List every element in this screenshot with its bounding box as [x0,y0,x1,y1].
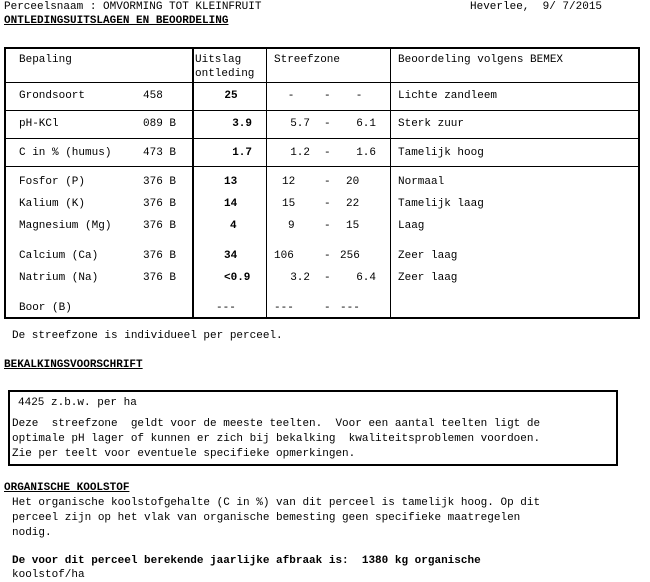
streefzone-note: De streefzone is individueel per perceel. [12,330,283,342]
row-range-hi: --- [340,302,360,314]
row-verdict: Tamelijk hoog [398,147,484,159]
row-range-lo: 12 [282,176,296,188]
bekalking-box [8,390,618,466]
row-range-dash: - [324,302,331,314]
row-verdict: Sterk zuur [398,118,465,130]
row-range-dash: - [324,118,331,130]
row-code: 376 B [143,220,177,232]
row-code: 089 B [143,118,177,130]
page-title: ONTLEDINGSUITSLAGEN EN BEOORDELING [4,15,229,27]
header-uitslag-2: ontleding [195,68,255,80]
table-rule [6,110,638,111]
afbraak-line-2: koolstof/ha [12,569,85,581]
bekalking-line: Zie per teelt voor eventuele specifieke opmerkingen. [12,448,356,460]
row-value: 1.7 [232,147,252,159]
table-divider [192,49,194,317]
koolstof-line: perceel zijn op het vlak van organische bemesting geen specifieke maatregelen [12,512,521,524]
row-range-hi: 6.4 [356,272,376,284]
row-range-hi: 22 [346,198,360,210]
row-range-lo: 5.7 [290,118,310,130]
row-range-dash: - [324,220,331,232]
row-range-dash: - [324,147,331,159]
row-verdict: Tamelijk laag [398,198,484,210]
table-rule [6,138,638,139]
row-code: 376 B [143,250,177,262]
row-range-hi: 256 [340,250,360,262]
row-name: Natrium (Na) [19,272,99,284]
row-code: 376 B [143,198,177,210]
header-beoordeling: Beoordeling volgens BEMEX [398,54,564,66]
table-divider [266,49,267,317]
row-name: Grondsoort [19,90,86,102]
place-date: Heverlee, 9/ 7/2015 [470,1,603,13]
row-verdict: Zeer laag [398,250,458,262]
row-range-dash: - [324,90,331,102]
row-name: Boor (B) [19,302,72,314]
perceelsnaam: Perceelsnaam : OMVORMING TOT KLEINFRUIT [4,1,262,13]
row-value: --- [216,302,236,314]
row-range-hi: 20 [346,176,360,188]
row-range-dash: - [324,198,331,210]
row-value: 14 [224,198,238,210]
header-streefzone: Streefzone [274,54,341,66]
row-name: pH-KCl [19,118,59,130]
row-value: 13 [224,176,238,188]
row-range-hi: 1.6 [356,147,376,159]
row-range-lo: 3.2 [290,272,310,284]
row-range-dash: - [324,176,331,188]
row-verdict: Zeer laag [398,272,458,284]
row-name: Kalium (K) [19,198,86,210]
bekalking-title: BEKALKINGSVOORSCHRIFT [4,359,143,371]
row-name: Magnesium (Mg) [19,220,112,232]
row-verdict: Lichte zandleem [398,90,498,102]
row-value: 34 [224,250,238,262]
row-range-hi: - [355,90,363,102]
row-name: Calcium (Ca) [19,250,99,262]
row-code: 473 B [143,147,177,159]
row-range-lo: 106 [274,250,294,262]
bekalking-line: Deze streefzone geldt voor de meeste teelten. Voor een aantal teelten ligt de [12,418,541,430]
table-rule [6,166,638,167]
row-range-hi: 15 [346,220,360,232]
row-range-lo: - [287,90,295,102]
row-range-lo: 1.2 [290,147,310,159]
row-range-dash: - [324,272,331,284]
row-code: 458 [143,90,163,102]
row-value: 25 [224,90,238,102]
row-range-lo: 15 [282,198,296,210]
row-value: <0.9 [224,272,251,284]
bekalking-amount: 4425 z.b.w. per ha [18,397,137,409]
row-code: 376 B [143,176,177,188]
row-range-hi: 6.1 [356,118,376,130]
results-table [4,47,640,319]
koolstof-title: ORGANISCHE KOOLSTOF [4,482,130,494]
row-verdict: Normaal [398,176,445,188]
table-divider [390,49,391,317]
koolstof-line: Het organische koolstofgehalte (C in %) van dit perceel is tamelijk hoog. Op dit [12,497,541,509]
koolstof-line: nodig. [12,527,52,539]
bekalking-line: optimale pH lager of kunnen er zich bij bekalking kwaliteitsproblemen voordoen. [12,433,541,445]
row-range-lo: --- [274,302,294,314]
afbraak-line: De voor dit perceel berekende jaarlijke afbraak is: 1380 kg organische [12,555,481,567]
row-range-dash: - [324,250,331,262]
row-name: Fosfor (P) [19,176,86,188]
row-verdict: Laag [398,220,425,232]
row-value: 3.9 [232,118,252,130]
row-range-lo: 9 [288,220,295,232]
header-bepaling: Bepaling [19,54,72,66]
row-value: 4 [230,220,237,232]
table-rule [6,82,638,83]
header-uitslag: Uitslag [195,54,242,66]
row-name: C in % (humus) [19,147,112,159]
row-code: 376 B [143,272,177,284]
